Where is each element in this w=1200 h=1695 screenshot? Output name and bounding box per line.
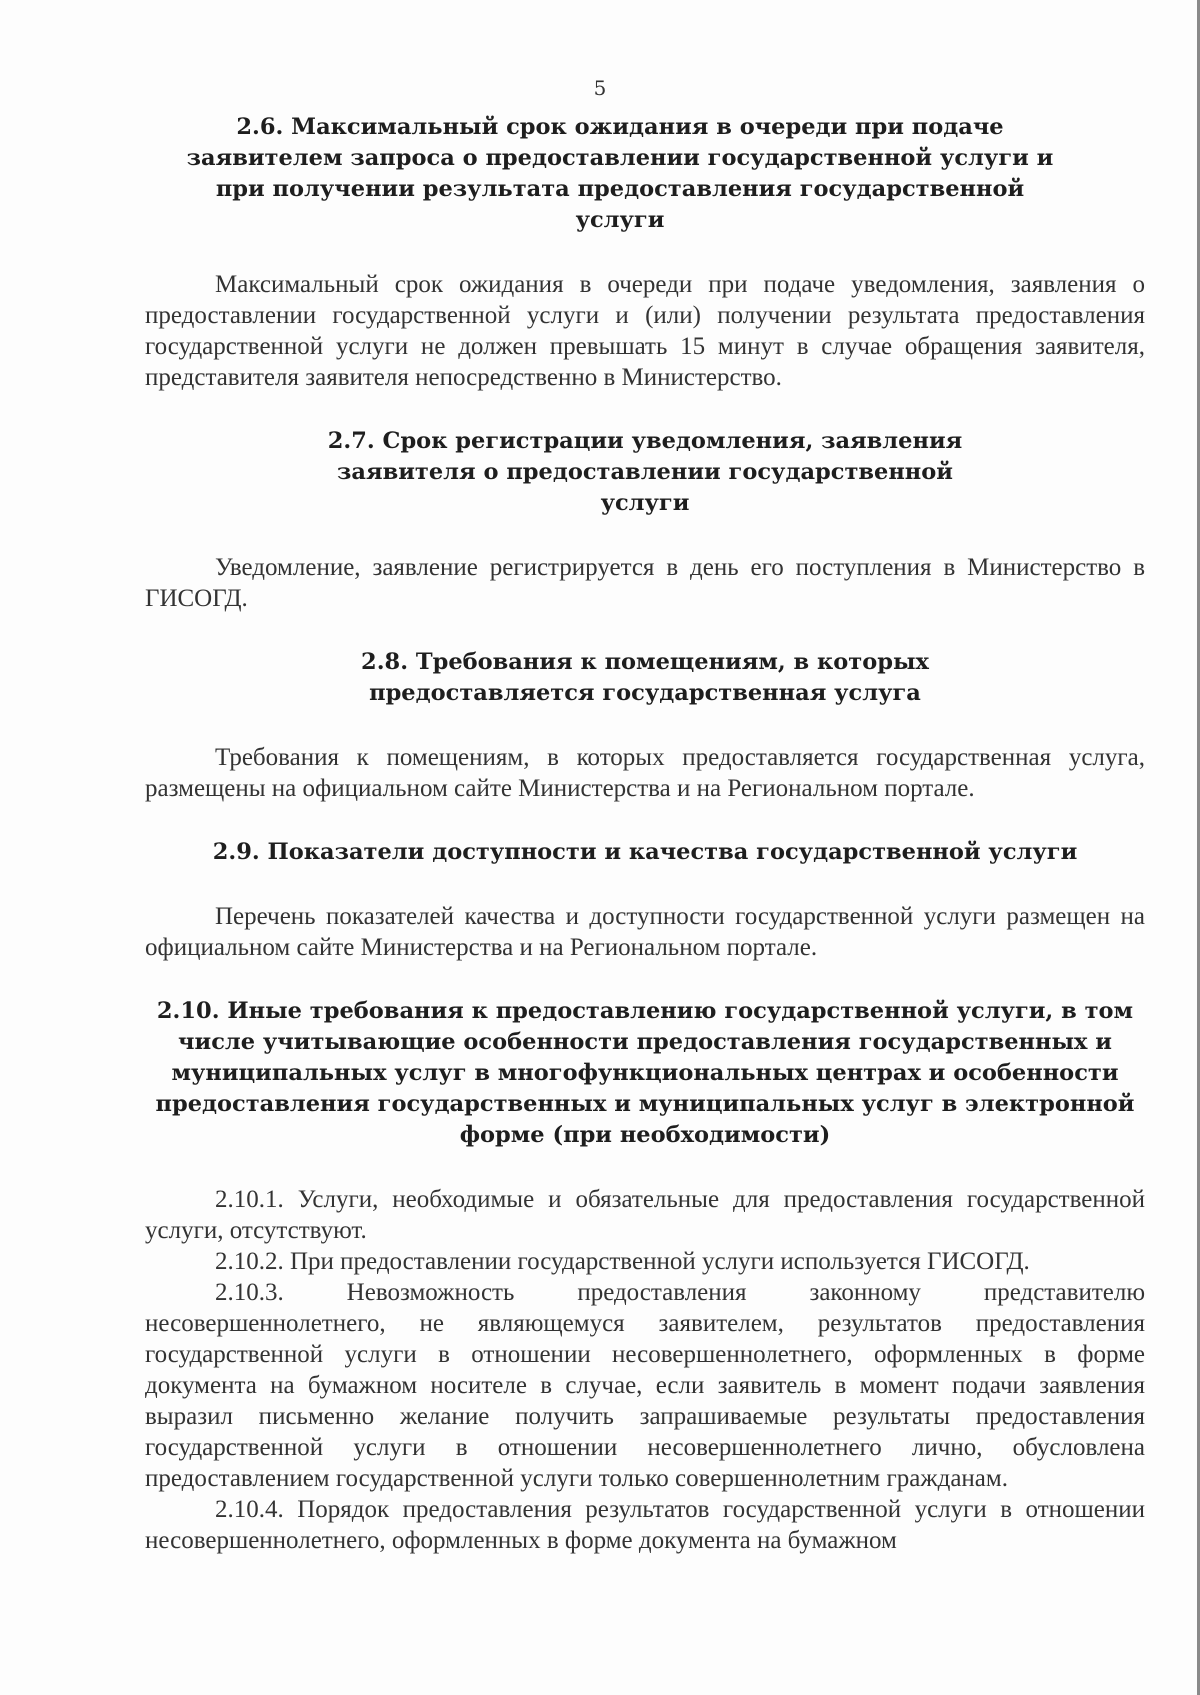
section-2-7 <box>145 426 1145 614</box>
section-paragraph: 2.10.2. При предоставлении государственной услуги используется ГИСОГД. <box>215 1248 1030 1275</box>
section-paragraph: 2.10.4. Порядок предоставления результатов государственной услуги в отношении несовершеннолетнего, оформленных в форме документа на бумажном <box>145 1496 1145 1554</box>
document-content <box>145 112 1145 1556</box>
section-2-6 <box>145 112 1145 393</box>
section-heading: 2.7. Срок регистрации уведомления, заявления заявителя о предоставлении государственной услуги <box>327 428 963 516</box>
section-2-9 <box>145 837 1145 963</box>
section-paragraph: Максимальный срок ожидания в очереди при подаче уведомления, заявления о предоставлении государственной услуги и (или) получении результата предоставления государственной услуги не должен превышать 15 минут в случае обращения заявителя, представителя заявителя непосредственно в Министерство. <box>145 271 1145 391</box>
section-heading: 2.9. Показатели доступности и качества государственной услуги <box>212 839 1078 865</box>
section-2-8 <box>145 647 1145 804</box>
page-number: 5 <box>593 76 607 100</box>
section-paragraph: Требования к помещениям, в которых предоставляется государственная услуга, размещены на официальном сайте Министерства и на Региональном портале. <box>145 744 1145 802</box>
section-2-10 <box>145 996 1145 1556</box>
section-heading: 2.10. Иные требования к предоставлению государственной услуги, в том числе учитывающие особенности предоставления государственных и муниципальных услуг в многофункциональных центрах и особенности предоставления государственных и муниципальных услуг в электронной форме (при необходимости) <box>155 998 1135 1148</box>
section-heading: 2.6. Максимальный срок ожидания в очереди при подаче заявителем запроса о предоставлении государственной услуги и при получении результата предоставления государственной услуги <box>186 114 1054 233</box>
section-paragraph: Уведомление, заявление регистрируется в день его поступления в Министерство в ГИСОГД. <box>145 554 1145 612</box>
section-paragraph: 2.10.1. Услуги, необходимые и обязательные для предоставления государственной услуги, отсутствуют. <box>145 1186 1145 1244</box>
section-heading: 2.8. Требования к помещениям, в которых предоставляется государственная услуга <box>361 649 929 706</box>
section-paragraph: 2.10.3. Невозможность предоставления законному представителю несовершеннолетнего, не являющемуся заявителем, результатов предоставления государственной услуги в отношении несовершеннолетнего, оформленных в форме документа на бумажном носителе в случае, если заявитель в момент подачи заявления выразил письменно желание получить запрашиваемые результаты предоставления государственной услуги в отношении несовершеннолетнего лично, обусловлена предоставлением государственной услуги только совершеннолетним гражданам. <box>145 1279 1145 1492</box>
section-paragraph: Перечень показателей качества и доступности государственной услуги размещен на официальном сайте Министерства и на Региональном портале. <box>145 903 1145 961</box>
